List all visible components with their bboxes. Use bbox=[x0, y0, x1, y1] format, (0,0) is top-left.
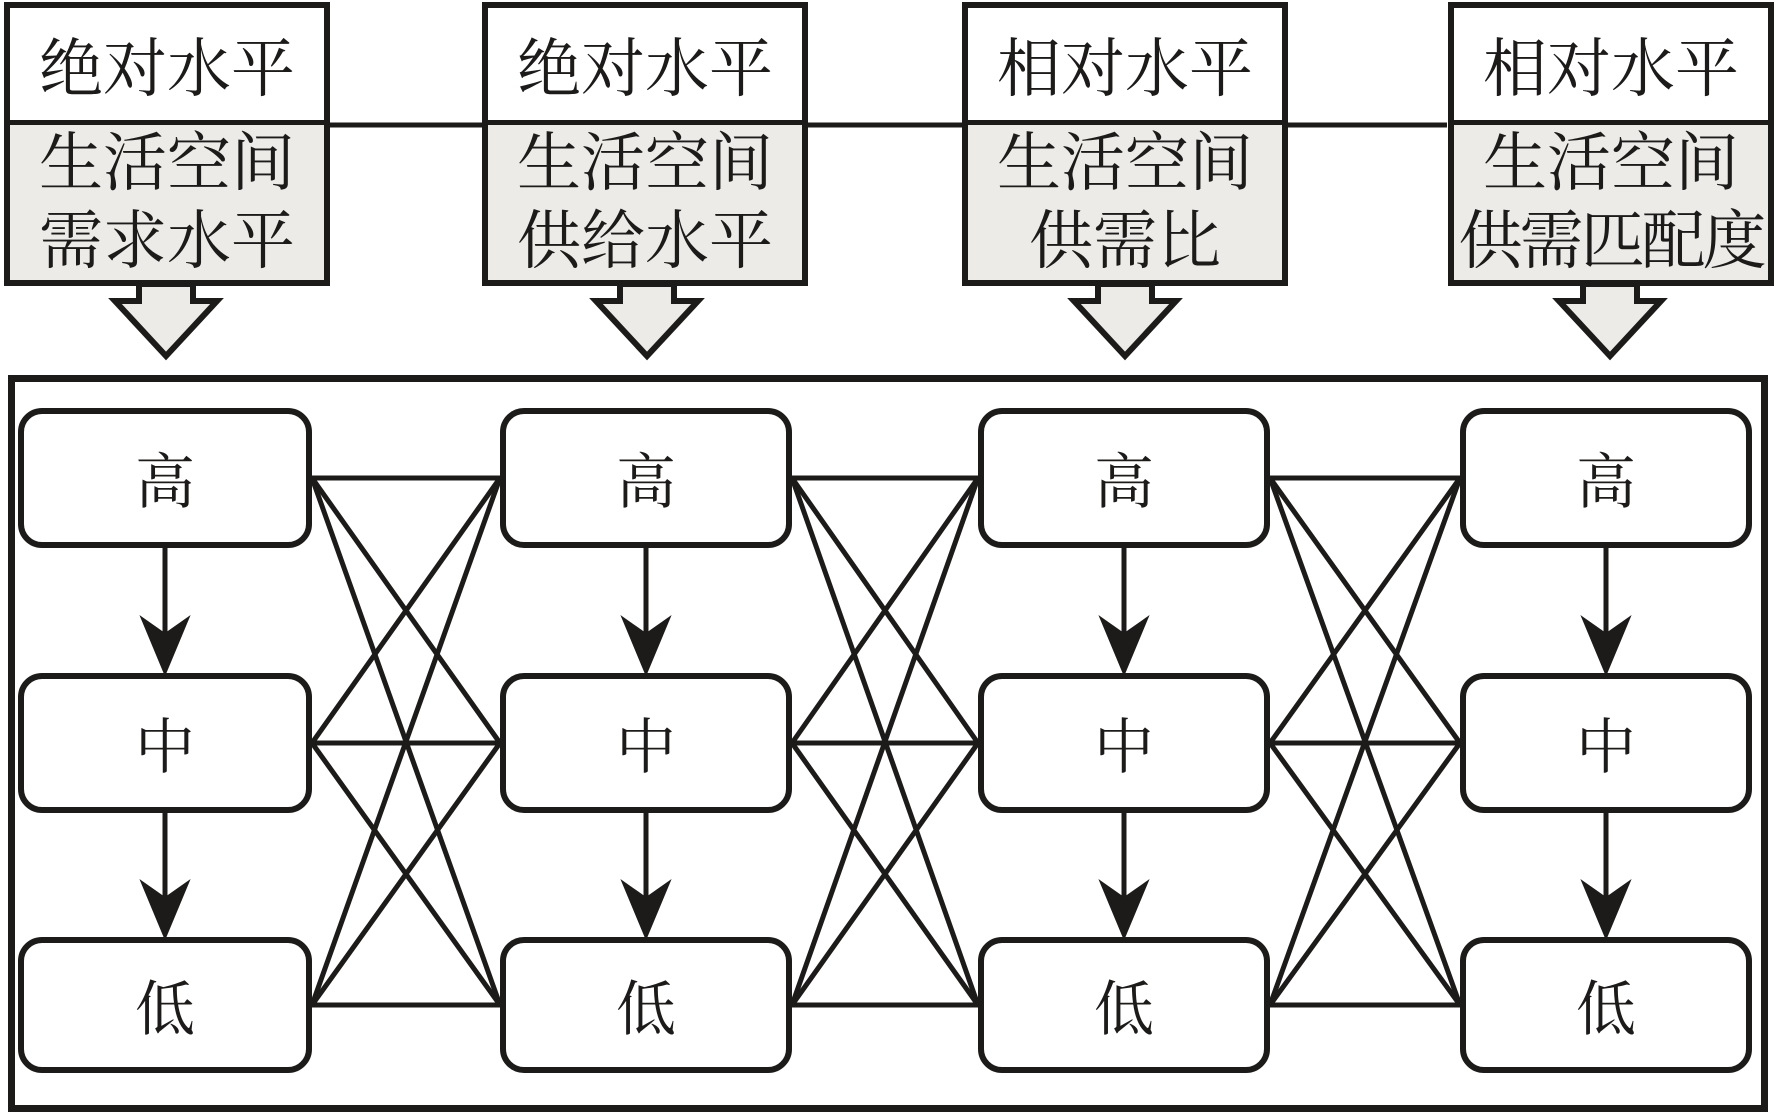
header-type-label bbox=[1454, 8, 1768, 125]
level-node-col2-low bbox=[500, 937, 792, 1073]
level-node-col3-low bbox=[978, 937, 1270, 1073]
header-indicator-label bbox=[10, 125, 324, 280]
indicator-line2: 供需匹配度 bbox=[1458, 205, 1764, 277]
header-type-label bbox=[488, 8, 802, 125]
indicator-line2: 需求水平 bbox=[39, 205, 295, 277]
level-label: 低 bbox=[135, 977, 195, 1043]
level-node-col4-low bbox=[1460, 937, 1752, 1073]
level-node-col4-high bbox=[1460, 408, 1752, 548]
indicator-line2: 供给水平 bbox=[517, 205, 773, 277]
indicator-line1: 生活空间 bbox=[1483, 127, 1739, 199]
level-label: 中 bbox=[135, 715, 195, 781]
level-label: 高 bbox=[135, 450, 195, 516]
level-label: 中 bbox=[616, 715, 676, 781]
level-label: 高 bbox=[616, 450, 676, 516]
type-label-text: 相对水平 bbox=[1483, 34, 1739, 105]
indicator-line1: 生活空间 bbox=[517, 127, 773, 199]
level-label: 中 bbox=[1576, 715, 1636, 781]
level-node-col3-mid bbox=[978, 673, 1270, 813]
header-type-label bbox=[968, 8, 1282, 125]
down-block-arrow-icon bbox=[115, 284, 1661, 356]
level-node-col1-low bbox=[18, 937, 312, 1073]
level-label: 低 bbox=[616, 977, 676, 1043]
level-label: 高 bbox=[1576, 450, 1636, 516]
level-node-col4-mid bbox=[1460, 673, 1752, 813]
header-indicator-label bbox=[488, 125, 802, 280]
header-box-supply bbox=[482, 2, 808, 286]
type-label-text: 相对水平 bbox=[997, 34, 1253, 105]
level-label: 低 bbox=[1094, 977, 1154, 1043]
level-node-col3-high bbox=[978, 408, 1270, 548]
header-indicator-label bbox=[1454, 125, 1768, 280]
level-label: 低 bbox=[1576, 977, 1636, 1043]
level-label: 中 bbox=[1094, 715, 1154, 781]
indicator-line1: 生活空间 bbox=[997, 127, 1253, 199]
type-label-text: 绝对水平 bbox=[39, 34, 295, 105]
indicator-line1: 生活空间 bbox=[39, 127, 295, 199]
level-node-col2-mid bbox=[500, 673, 792, 813]
level-node-col2-high bbox=[500, 408, 792, 548]
header-box-demand bbox=[4, 2, 330, 286]
level-node-col1-mid bbox=[18, 673, 312, 813]
indicator-line2: 供需比 bbox=[1029, 205, 1221, 277]
type-label-text: 绝对水平 bbox=[517, 34, 773, 105]
level-node-col1-high bbox=[18, 408, 312, 548]
header-box-ratio bbox=[962, 2, 1288, 286]
header-box-match bbox=[1448, 2, 1774, 286]
level-label: 高 bbox=[1094, 450, 1154, 516]
header-type-label bbox=[10, 8, 324, 125]
header-indicator-label bbox=[968, 125, 1282, 280]
